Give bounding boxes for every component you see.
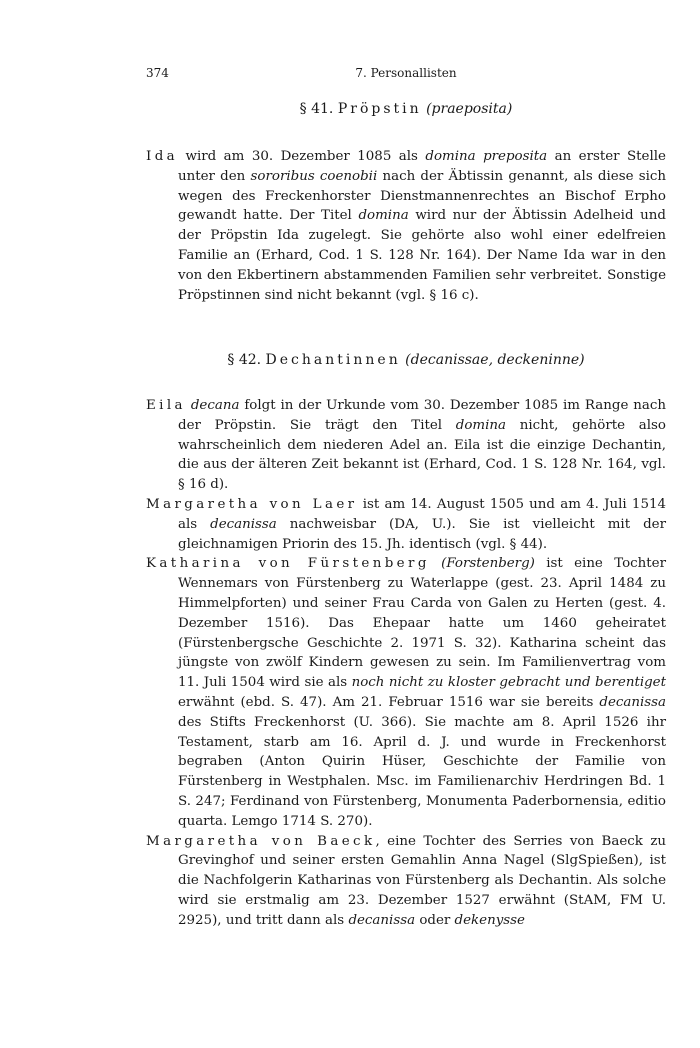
section-latin-title: (decanissae, deckeninne) — [405, 352, 585, 368]
section-42-heading — [146, 352, 666, 368]
entry-name: Katharina von Fürstenberg — [146, 556, 430, 572]
section-latin-title: (praeposita) — [426, 101, 513, 117]
entry-name: Eila — [146, 398, 186, 413]
section-41-heading — [146, 101, 666, 117]
entry-eila: Eila decana folgt in der Urkunde vom 30. Dezember 1085 im Range nach der Pröpstin. Sie trägt den Titel domina nicht, gehörte also wahrscheinlich dem niederen Adel an. Eila ist die einzige Dechantin, die aus der älteren Zeit bekannt ist (Erhard, Cod. 1 S. 128 Nr. 164, vgl. § 16 d). — [146, 398, 666, 493]
entry-name: Margaretha von Baeck — [146, 833, 376, 849]
section-title: Dechantinnen — [265, 352, 401, 368]
entry-margaretha-von-laer: Margaretha von Laer ist am 14. August 1505 und am 4. Juli 1514 als decanissa nachweisbar (DA, U.). Sie ist vielleicht mit der gleichnamigen Priorin des 15. Jh. identisch (vgl. § 44). — [146, 496, 667, 552]
entry-ida: Ida wird am 30. Dezember 1085 als domina preposita an erster Stelle unter den sororibus coenobii nach der Äbtissin genannt, als diese sich wegen des Freckenhorster Dienstmannenrechtes an Bischof Erpho gewandt hatte. Der Titel domina wird nur der Äbtissin Adelheid und der Pröpstin Ida zugelegt. Sie gehörte also wohl einer edelfreien Familie an (Erhard, Cod. 1 S. 128 Nr. 164). Der Name Ida war in den von den Ekbertinern abstammenden Familien sehr verbreitet. Sonstige Pröpstinnen sind nicht bekannt (vgl. § 16 c). — [146, 149, 666, 303]
entry-name: Ida — [146, 149, 179, 164]
section-42-body — [146, 396, 666, 931]
entry-name: Margaretha von Laer — [146, 496, 358, 512]
entry-katharina-von-fuerstenberg: Katharina von Fürstenberg (Forstenberg) ist eine Tochter Wennemars von Fürstenberg zu Waterlappe (gest. 23. April 1484 zu Himmelpforten) und seiner Frau Carda von Galen zu Herten (gest. 4. Dezember 1516). Das Ehepaar hatte um 1460 geheiratet (Fürstenbergsche Geschichte 2. 1971 S. 32). Katharina scheint das jüngste von zwölf Kindern gewesen zu sein. Im Familienvertrag vom 11. Juli 1504 wird sie als noch nicht zu kloster gebracht und berentiget erwähnt (ebd. S. 47). Am 21. Februar 1516 war sie bereits decanissa des Stifts Freckenhorst (U. 366). Sie machte am 8. April 1526 ihr Testament, starb am 16. April d. J. und wurde in Freckenhorst begraben (Anton Quirin Hüser, Geschichte der Familie von Fürstenberg in Westphalen. Msc. im Familienarchiv Herdringen Bd. 1 S. 247; Ferdinand von Fürstenberg, Monumenta Paderbornensia, editio quarta. Lemgo 1714 S. 270). — [146, 556, 666, 829]
entry-margaretha-von-baeck: Margaretha von Baeck, eine Tochter des Serries von Baeck zu Grevinghof und seiner ersten Gemahlin Anna Nagel (SlgSpießen), ist die Nachfolgerin Katharinas von Fürstenberg als Dechantin. Als solche wird sie erstmalig am 23. Dezember 1527 erwähnt (StAM, FM U. 2925), und tritt dann als decanissa oder dekenysse — [146, 833, 666, 928]
section-number: § 42. — [227, 352, 262, 368]
section-number: § 41. — [299, 101, 334, 117]
page-header — [146, 66, 666, 84]
running-title: 7. Personallisten — [355, 66, 457, 80]
section-title: Pröpstin — [337, 101, 422, 117]
page-number: 374 — [146, 66, 169, 80]
section-41-body — [146, 147, 666, 305]
